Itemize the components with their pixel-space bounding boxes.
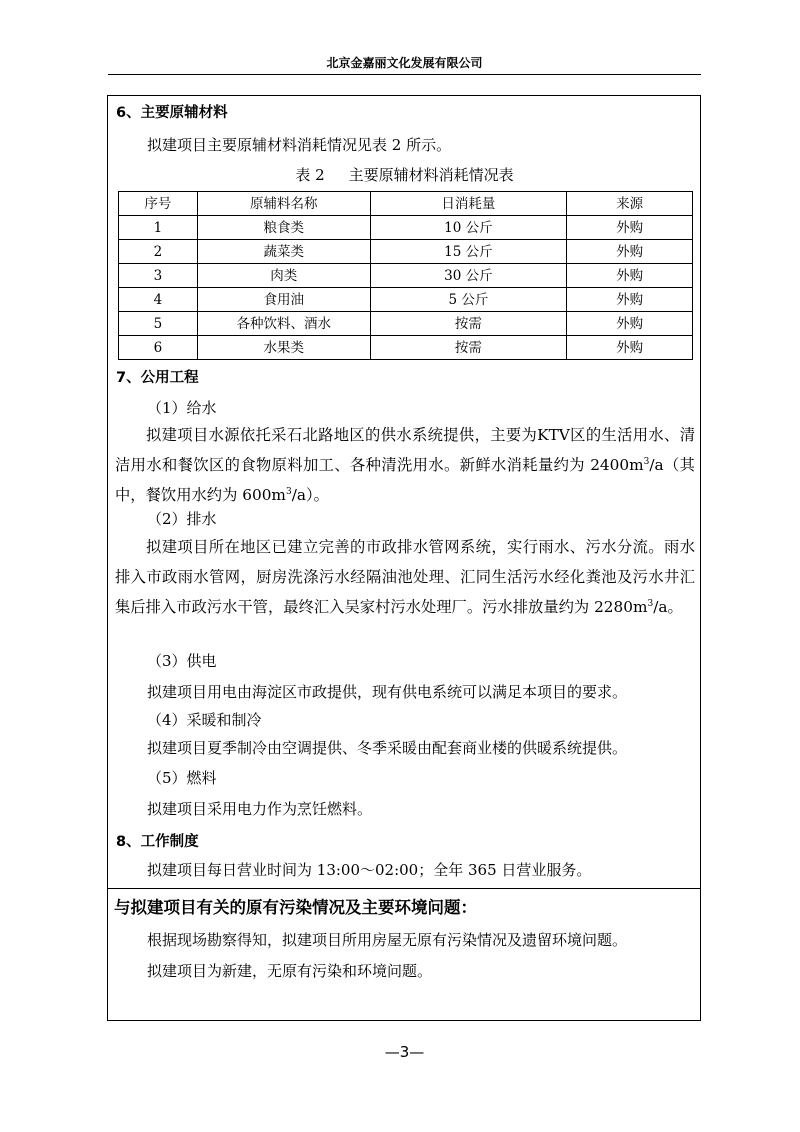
cell-index: 1 — [119, 216, 198, 240]
header-rule — [108, 74, 701, 75]
header-company: 北京金嘉丽文化发展有限公司 — [326, 56, 483, 70]
section-7-heading: 7、公用工程 — [116, 370, 199, 386]
table-header-row — [119, 192, 693, 216]
section-6-intro: 拟建项目主要原辅材料消耗情况见表 2 所示。 — [147, 136, 452, 154]
table-row — [119, 336, 693, 360]
drainage-text-b: /a。 — [653, 598, 683, 616]
table-row — [119, 264, 693, 288]
col-header-name: 原辅料名称 — [197, 192, 370, 216]
drainage-sup: 3 — [647, 598, 654, 609]
table-row — [119, 288, 693, 312]
table-row — [119, 216, 693, 240]
table-caption-number: 表 2 — [295, 166, 325, 184]
section-divider — [107, 888, 701, 889]
cell-name: 食用油 — [197, 288, 370, 312]
cell-source: 外购 — [567, 240, 693, 264]
cell-daily-usage: 按需 — [370, 312, 567, 336]
cell-index: 3 — [119, 264, 198, 288]
page-number: —3— — [384, 1043, 425, 1061]
table-row — [119, 312, 693, 336]
drainage-text — [115, 532, 695, 622]
fuel-text: 拟建项目采用电力作为烹饪燃料。 — [147, 800, 373, 818]
col-header-daily-usage: 日消耗量 — [370, 192, 567, 216]
cell-daily-usage: 10 公斤 — [370, 216, 567, 240]
pollution-heading: 与拟建项目有关的原有污染情况及主要环境问题： — [114, 898, 477, 917]
materials-table — [118, 191, 693, 360]
cell-index: 6 — [119, 336, 198, 360]
cell-daily-usage: 30 公斤 — [370, 264, 567, 288]
cell-index: 4 — [119, 288, 198, 312]
pollution-line-2: 拟建项目为新建，无原有污染和环境问题。 — [147, 962, 433, 980]
cell-index: 2 — [119, 240, 198, 264]
col-header-source: 来源 — [567, 192, 693, 216]
cell-daily-usage: 按需 — [370, 336, 567, 360]
cell-source: 外购 — [567, 312, 693, 336]
water-supply-label: （1）给水 — [147, 399, 217, 417]
cell-source: 外购 — [567, 336, 693, 360]
cell-source: 外购 — [567, 216, 693, 240]
drainage-label: （2）排水 — [147, 510, 217, 528]
table-caption-title: 主要原辅材料消耗情况表 — [348, 166, 514, 184]
water-supply-text-b: /a（其中，餐饮用水约为 600m — [115, 456, 695, 504]
power-label: （3）供电 — [147, 652, 217, 670]
water-supply-text-c: /a）。 — [291, 486, 329, 504]
cell-name: 粮食类 — [197, 216, 370, 240]
water-supply-sup-b: 3 — [285, 486, 292, 497]
fuel-label: （5）燃料 — [147, 769, 217, 787]
hvac-label: （4）采暖和制冷 — [147, 711, 262, 729]
table-row — [119, 240, 693, 264]
section-8-heading: 8、工作制度 — [116, 834, 199, 850]
pollution-line-1: 根据现场勘察得知，拟建项目所用房屋无原有污染情况及遗留环境问题。 — [147, 931, 628, 949]
cell-source: 外购 — [567, 264, 693, 288]
hvac-text: 拟建项目夏季制冷由空调提供、冬季采暖由配套商业楼的供暖系统提供。 — [147, 739, 628, 757]
cell-name: 蔬菜类 — [197, 240, 370, 264]
cell-name: 水果类 — [197, 336, 370, 360]
cell-daily-usage: 15 公斤 — [370, 240, 567, 264]
section-8-text: 拟建项目每日营业时间为 13:00～02:00；全年 365 日营业服务。 — [147, 861, 592, 879]
cell-name: 肉类 — [197, 264, 370, 288]
cell-index: 5 — [119, 312, 198, 336]
table-caption — [108, 165, 701, 185]
col-header-index: 序号 — [119, 192, 198, 216]
water-supply-sup-a: 3 — [643, 456, 650, 467]
water-supply-text — [115, 420, 695, 510]
cell-name: 各种饮料、酒水 — [197, 312, 370, 336]
cell-source: 外购 — [567, 288, 693, 312]
section-6-heading: 6、主要原辅材料 — [116, 105, 228, 121]
drainage-text-a: 拟建项目所在地区已建立完善的市政排水管网系统，实行雨水、污水分流。雨水排入市政雨水管网，厨房洗涤污水经隔油池处理、汇同生活污水经化粪池及污水井汇集后排入市政污水干管，最终汇入吴家村污水处理厂。污水排放量约为 2280m — [115, 538, 695, 616]
power-text: 拟建项目用电由海淀区市政提供，现有供电系统可以满足本项目的要求。 — [147, 683, 628, 701]
cell-daily-usage: 5 公斤 — [370, 288, 567, 312]
water-supply-text-a: 拟建项目水源依托采石北路地区的供水系统提供，主要为KTV区的生活用水、清洁用水和餐饮区的食物原料加工、各种清洗用水。新鲜水消耗量约为 2400m — [115, 426, 695, 474]
